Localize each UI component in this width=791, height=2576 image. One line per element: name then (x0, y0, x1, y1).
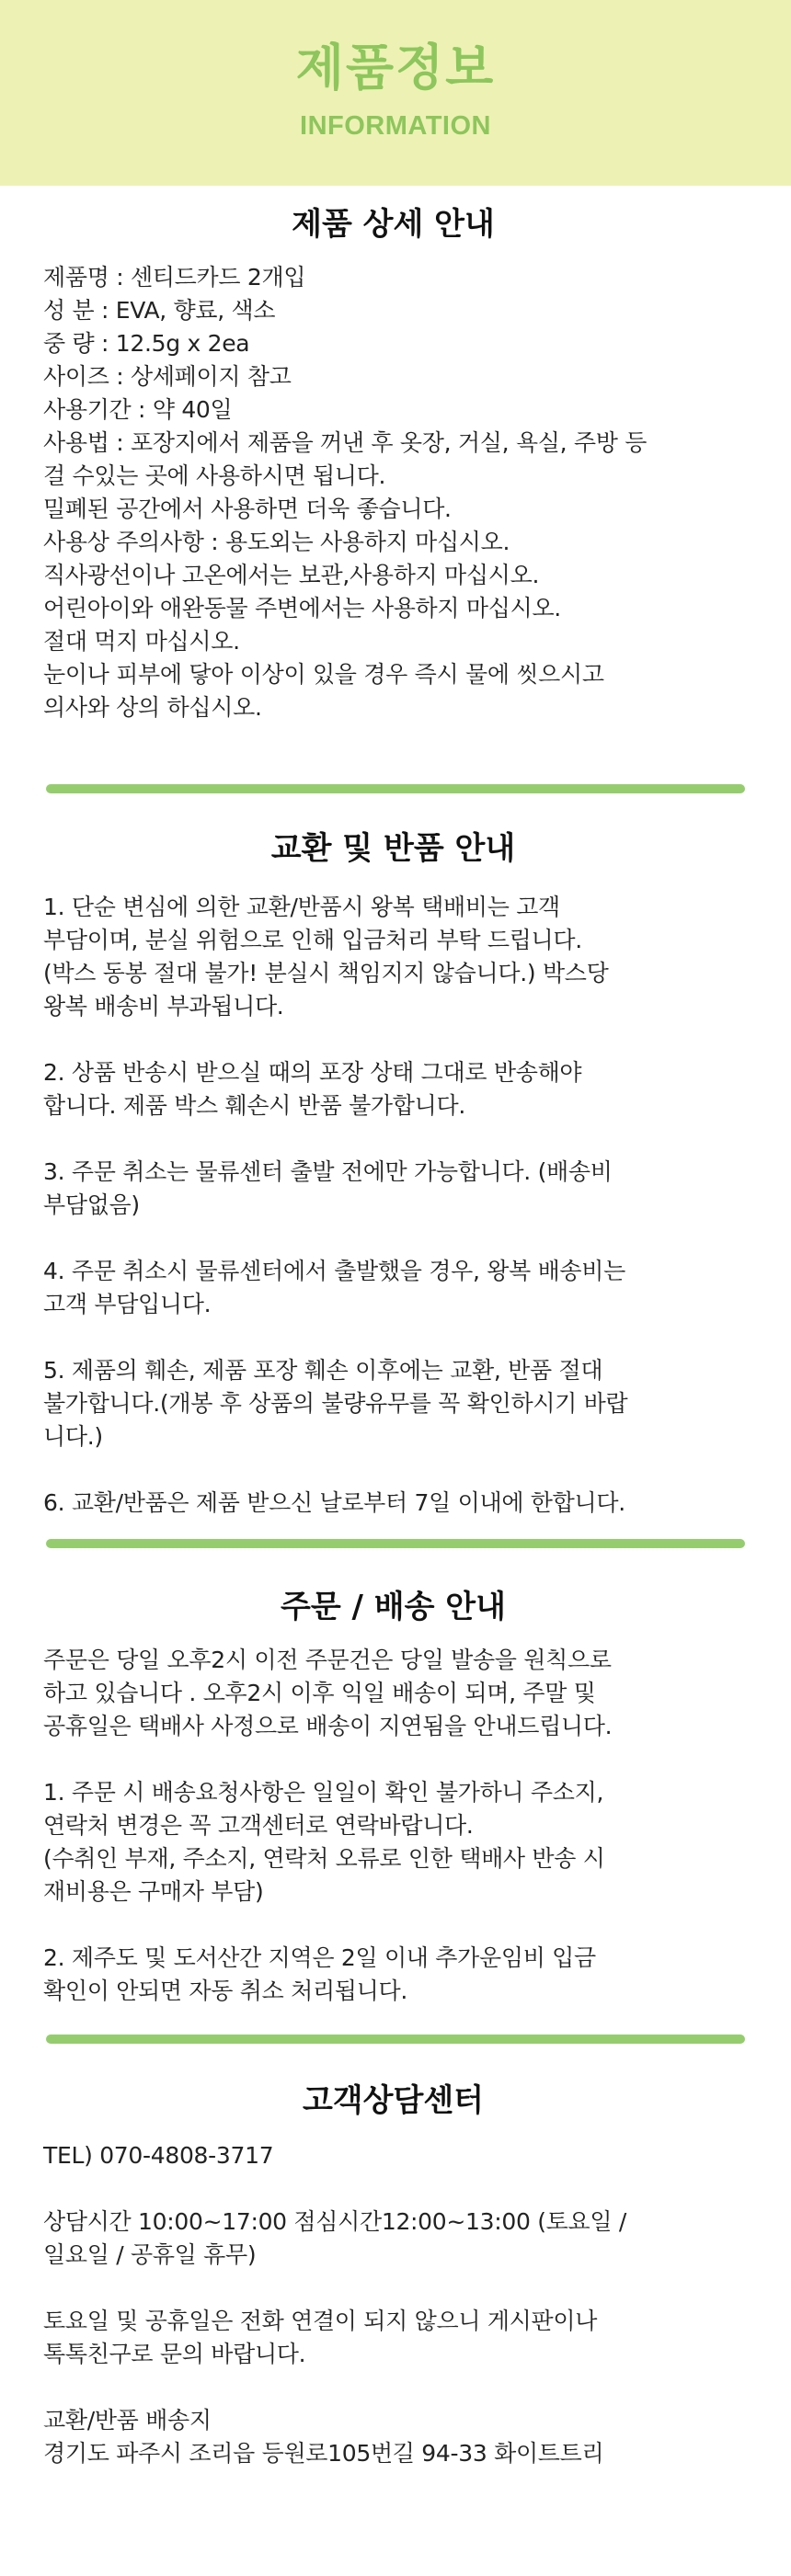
text-line: 제품명 : 센티드카드 2개입 (43, 264, 306, 291)
text-line: 어린아이와 애완동물 주변에서는 사용하지 마십시오. (43, 595, 561, 621)
exchange-section-title: 교환 및 반품 안내 (270, 830, 516, 867)
product-section-title: 제품 상세 안내 (292, 206, 495, 243)
text-line: (수취인 부재, 주소지, 연락처 오류로 인한 택배사 반송 시 (43, 1845, 605, 1872)
blank-line (43, 1123, 743, 1156)
support-section-body (43, 2139, 743, 2470)
text-line: 1. 단순 변심에 의한 교환/반품시 왕복 택배비는 고객 (43, 894, 560, 920)
text-line: 불가합니다.(개봉 후 상품의 불량유무를 꼭 확인하시기 바랍 (43, 1390, 628, 1417)
text-line: 니다.) (43, 1423, 103, 1450)
text-line: 부담없음) (43, 1191, 140, 1218)
text-line: 사이즈 : 상세페이지 참고 (43, 363, 292, 390)
blank-line (43, 1453, 743, 1487)
text-line: 톡톡친구로 문의 바랍니다. (43, 2341, 306, 2367)
shipping-section-title: 주문 / 배송 안내 (281, 1589, 506, 1625)
text-line: 3. 주문 취소는 물류센터 출발 전에만 가능합니다. (배송비 (43, 1158, 613, 1185)
product-section (0, 186, 791, 724)
exchange-section (0, 793, 791, 1520)
blank-line (43, 1909, 743, 1942)
exchange-section-body (43, 891, 743, 1520)
text-line: 절대 먹지 마십시오. (43, 628, 240, 655)
info-header (0, 0, 791, 186)
text-line: 중 량 : 12.5g x 2ea (43, 330, 250, 357)
text-line: TEL) 070-4808-3717 (43, 2142, 274, 2169)
blank-line (43, 1023, 743, 1056)
text-line: 4. 주문 취소시 물류센터에서 출발했을 경우, 왕복 배송비는 (43, 1258, 625, 1284)
text-line: 교환/반품 배송지 (43, 2407, 212, 2434)
text-line: 걸 수있는 곳에 사용하시면 됩니다. (43, 462, 386, 489)
text-line: 사용법 : 포장지에서 제품을 꺼낸 후 옷장, 거실, 욕실, 주방 등 (43, 429, 648, 456)
header-title: 제품정보 (295, 39, 496, 97)
text-line: 5. 제품의 훼손, 제품 포장 훼손 이후에는 교환, 반품 절대 (43, 1357, 603, 1384)
text-line: 밀폐된 공간에서 사용하면 더욱 좋습니다. (43, 496, 452, 522)
text-line: 왕복 배송비 부과됩니다. (43, 993, 284, 1020)
blank-line (43, 1321, 743, 1354)
text-line: 눈이나 피부에 닿아 이상이 있을 경우 즉시 물에 씻으시고 (43, 661, 604, 688)
text-line: 상담시간 10:00~17:00 점심시간12:00~13:00 (토요일 / (43, 2208, 626, 2235)
section-divider (46, 784, 745, 793)
text-line: 하고 있습니다 . 오후2시 이후 익일 배송이 되며, 주말 및 (43, 1680, 596, 1706)
shipping-section-body (43, 1644, 743, 2008)
text-line: 6. 교환/반품은 제품 받으신 날로부터 7일 이내에 한합니다. (43, 1489, 625, 1516)
blank-line (43, 1743, 743, 1776)
support-section-title: 고객상담센터 (302, 2082, 485, 2119)
blank-line (43, 2371, 743, 2404)
product-section-body (43, 261, 743, 724)
text-line: 주문은 당일 오후2시 이전 주문건은 당일 발송을 원칙으로 (43, 1647, 612, 1673)
text-line: 사용기간 : 약 40일 (43, 396, 233, 423)
text-line: 경기도 파주시 조리읍 등원로105번길 94-33 화이트트리 (43, 2440, 604, 2467)
text-line: 성 분 : EVA, 향료, 색소 (43, 297, 276, 324)
text-line: 확인이 안되면 자동 취소 처리됩니다. (43, 1978, 407, 2004)
text-line: 토요일 및 공휴일은 전화 연결이 되지 않으니 게시판이나 (43, 2308, 598, 2334)
text-line: 1. 주문 시 배송요청사항은 일일이 확인 불가하니 주소지, (43, 1779, 604, 1806)
text-line: 고객 부담입니다. (43, 1291, 212, 1317)
text-line: 2. 제주도 및 도서산간 지역은 2일 이내 추가운임비 입금 (43, 1944, 596, 1971)
text-line: 2. 상품 반송시 받으실 때의 포장 상태 그대로 반송해야 (43, 1059, 582, 1086)
text-line: 사용상 주의사항 : 용도외는 사용하지 마십시오. (43, 529, 510, 555)
text-line: 의사와 상의 하십시오. (43, 694, 262, 721)
section-divider (46, 1539, 745, 1548)
blank-line (43, 2272, 743, 2305)
support-section (0, 2044, 791, 2470)
blank-line (43, 2172, 743, 2206)
text-line: 재비용은 구매자 부담) (43, 1878, 264, 1905)
text-line: (박스 동봉 절대 불가! 분실시 책임지지 않습니다.) 박스당 (43, 960, 609, 986)
text-line: 공휴일은 택배사 사정으로 배송이 지연됨을 안내드립니다. (43, 1713, 613, 1739)
text-line: 직사광선이나 고온에서는 보관,사용하지 마십시오. (43, 562, 540, 588)
text-line: 일요일 / 공휴일 휴무) (43, 2241, 257, 2268)
text-line: 부담이며, 분실 위험으로 인해 입금처리 부탁 드립니다. (43, 927, 582, 953)
section-divider (46, 2035, 745, 2044)
text-line: 연락처 변경은 꼭 고객센터로 연락바랍니다. (43, 1812, 474, 1839)
text-line: 합니다. 제품 박스 훼손시 반품 불가합니다. (43, 1092, 465, 1119)
header-subtitle: INFORMATION (300, 111, 491, 141)
shipping-section (0, 1548, 791, 2008)
blank-line (43, 1222, 743, 1255)
